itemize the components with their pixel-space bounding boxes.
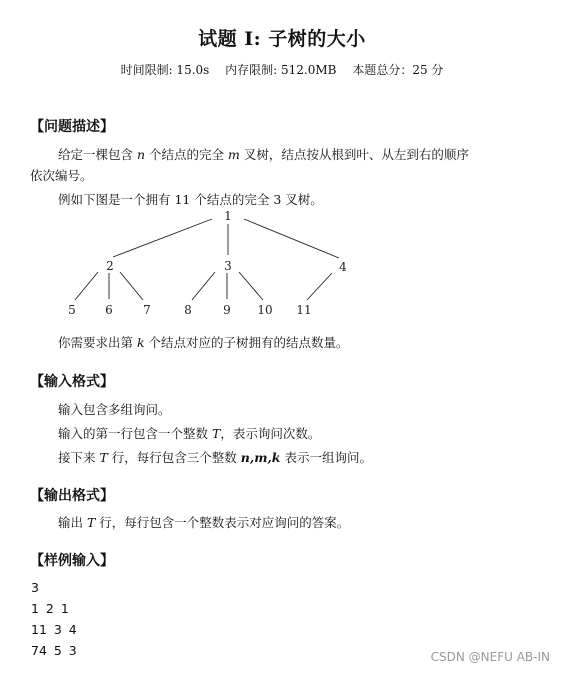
var-n: n [136, 147, 146, 162]
section-description-heading: 【问题描述】 [30, 119, 114, 135]
tree-node: 6 [105, 303, 113, 317]
tree-node: 10 [257, 303, 273, 317]
input-line-3 [58, 448, 372, 466]
tree-node: 2 [106, 259, 114, 273]
input-line-2 [58, 424, 320, 442]
tree-node: 11 [296, 303, 312, 317]
tree-node: 7 [143, 303, 151, 317]
tree-diagram [0, 200, 564, 330]
section-sample-input-heading: 【样例输入】 [30, 553, 114, 569]
text: 输出 [58, 515, 87, 530]
watermark: CSDN @NEFU AB-IN [430, 650, 550, 664]
tree-node: 1 [224, 209, 232, 223]
time-limit: 时间限制: 15.0s [120, 63, 210, 77]
var-T: T [86, 515, 96, 530]
edge-1-2 [113, 219, 212, 257]
description-line-2: 依次编号。 [30, 168, 93, 183]
text: 给定一棵包含 [58, 147, 137, 162]
section-input-heading: 【输入格式】 [30, 374, 114, 390]
sample-input-line: 1 2 1 [31, 601, 69, 616]
description-example: 例如下图是一个拥有 11 个结点的完全 3 叉树。 [58, 192, 323, 207]
text: 行，每行包含三个整数 [107, 450, 241, 465]
tree-node: 8 [184, 303, 192, 317]
text: 个结点对应的子树拥有的结点数量。 [144, 335, 349, 350]
edge-3-8 [192, 272, 215, 300]
edge-1-4 [244, 219, 339, 258]
edge-2-5 [75, 272, 98, 300]
sample-input-line: 11 3 4 [31, 622, 77, 637]
text: ，表示询问次数。 [220, 426, 321, 441]
input-line-1: 输入包含多组询问。 [58, 402, 171, 417]
text: 个结点的完全 [145, 147, 228, 162]
text: 你需要求出第 [58, 335, 137, 350]
output-line [58, 513, 349, 531]
tree-node: 9 [223, 303, 231, 317]
var-k: k [136, 335, 145, 350]
tree-node: 5 [68, 303, 76, 317]
var-nmk: n,m,k [240, 450, 281, 465]
var-m: m [228, 147, 240, 162]
problem-title: 试题 I: 子树的大小 [198, 28, 366, 50]
tree-node: 4 [339, 260, 347, 274]
text: 接下来 [58, 450, 100, 465]
sample-input-line: 74 5 3 [31, 643, 77, 658]
text: 叉树，结点按从根到叶、从左到右的顺序 [239, 147, 469, 162]
description-line-1 [58, 145, 469, 163]
description-question [58, 333, 349, 351]
edge-3-10 [239, 272, 263, 300]
memory-limit: 内存限制: 512.0MB [225, 63, 337, 77]
section-output-heading: 【输出格式】 [30, 488, 114, 504]
problem-meta [0, 61, 564, 78]
text: 输入的第一行包含一个整数 [58, 426, 212, 441]
sample-input-line: 3 [31, 580, 39, 595]
var-T: T [211, 426, 221, 441]
edge-4-11 [307, 273, 332, 300]
edge-2-7 [120, 272, 143, 300]
var-T: T [99, 450, 108, 465]
text: 行，每行包含一个整数表示对应询问的答案。 [95, 515, 350, 530]
total-score: 本题总分：25 分 [352, 63, 444, 77]
text: 表示一组询问。 [280, 450, 372, 465]
tree-node: 3 [224, 259, 232, 273]
